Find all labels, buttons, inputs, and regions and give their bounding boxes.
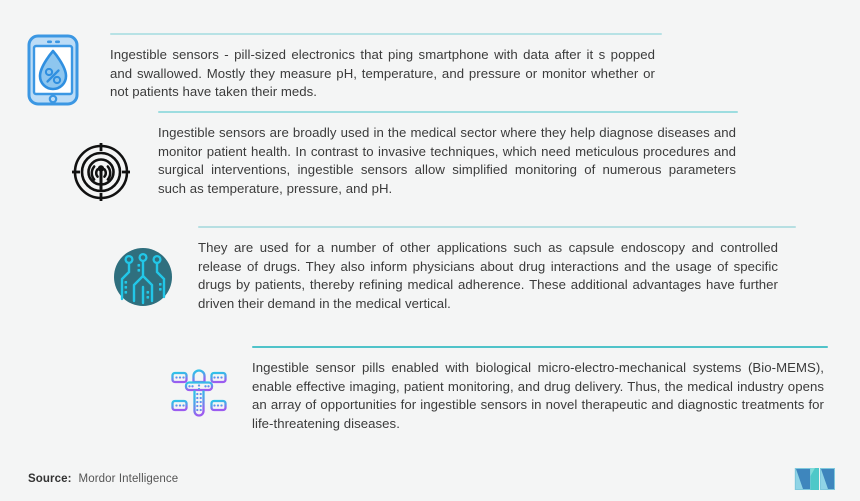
source-value: Mordor Intelligence [78, 473, 179, 485]
info-block-4-text-column [252, 346, 828, 447]
radar-target-sensor-icon [70, 141, 132, 203]
smartphone-humidity-sensor-icon [22, 33, 84, 107]
block-3-divider [198, 226, 796, 228]
info-block-3 [112, 226, 796, 327]
block-4-divider [252, 346, 828, 348]
circuit-board-chip-icon [112, 246, 174, 308]
bio-mems-microchip-icon [168, 362, 230, 424]
block-1-divider [110, 33, 662, 35]
info-block-2 [70, 111, 738, 212]
info-block-2-text-column [158, 111, 738, 212]
info-block-1 [22, 33, 662, 115]
mordor-intelligence-logo [794, 467, 836, 495]
block-3-paragraph: They are used for a number of other applications such as capsule endoscopy and controlled release of drugs. They also inform physicians about drug interactions and the usage of specific drugs by patients, thereby refining medical adherence. These additional advantages have further driven their demand in the medical vertical. [198, 240, 778, 311]
source-label: Source: [28, 473, 72, 485]
info-block-4 [168, 346, 828, 447]
block-2-divider [158, 111, 738, 113]
source-row [28, 473, 178, 485]
info-block-3-text-column [198, 226, 796, 327]
footer [0, 457, 860, 501]
block-2-paragraph: Ingestible sensors are broadly used in the medical sector where they help diagnose diseases and monitor patient health. In contrast to invasive techniques, which need meticulous procedures and surgical interventions, ingestible sensors allow simplified monitoring of numerous parameters such as temperature, pressure, and pH. [158, 125, 736, 196]
block-4-paragraph: Ingestible sensor pills enabled with biological micro-electro-mechanical systems (Bio-MEMS), enable effective imaging, patient monitoring, and drug delivery. Thus, the medical industry opens an array of opportunities for ingestible sensors in novel therapeutic and diagnostic treatments for life-threatening diseases. [252, 360, 824, 431]
block-1-paragraph: Ingestible sensors - pill-sized electronics that ping smartphone with data after it s popped and swallowed. Mostly they measure pH, temperature, and pressure or monitor whether or not patients have taken their meds. [110, 47, 655, 100]
info-block-1-text-column [110, 33, 662, 115]
